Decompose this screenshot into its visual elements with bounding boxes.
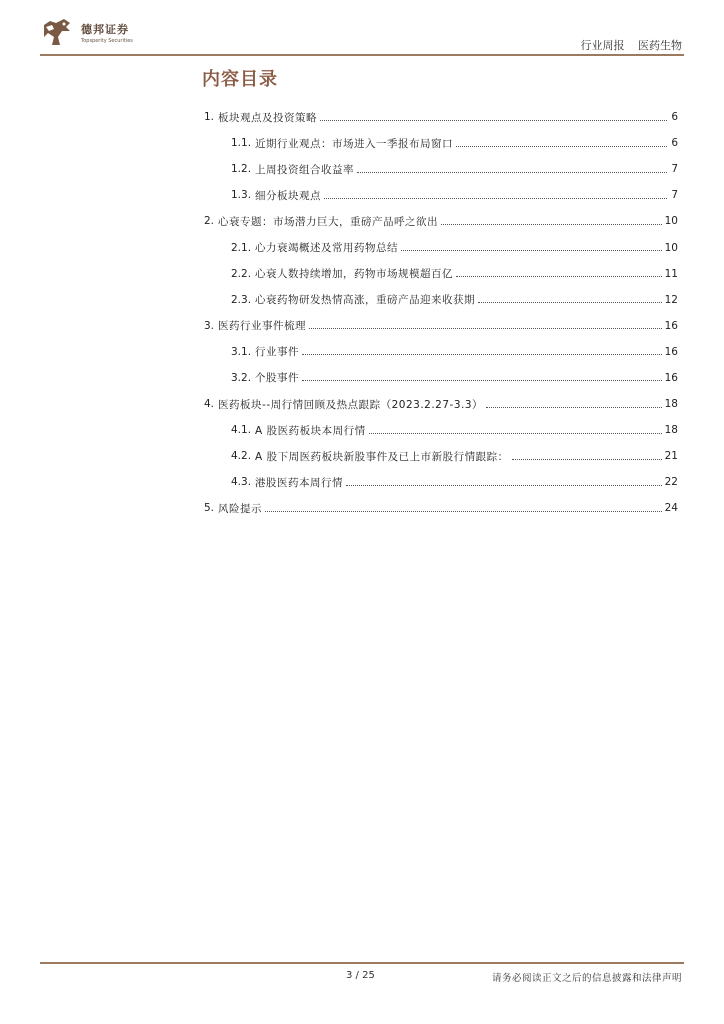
- toc-entry[interactable]: [204, 313, 678, 339]
- toc-dot-leader: [320, 120, 667, 121]
- toc-entry-title[interactable]: 上周投资组合收益率: [255, 163, 355, 176]
- toc-entry-number: 3.2.: [231, 371, 252, 384]
- toc-entry[interactable]: [204, 104, 678, 130]
- toc-entry-page[interactable]: 12: [664, 293, 678, 306]
- toc-dot-leader: [369, 433, 662, 434]
- toc-entry[interactable]: [204, 182, 678, 208]
- toc-entry[interactable]: [204, 495, 678, 521]
- toc-entry-title[interactable]: 心衰人数持续增加，药物市场规模超百亿: [255, 268, 454, 281]
- toc-dot-leader: [441, 224, 662, 225]
- toc-entry[interactable]: [204, 208, 678, 234]
- table-of-contents: [204, 104, 678, 522]
- toc-dot-leader: [478, 302, 662, 303]
- toc-dot-leader: [265, 511, 662, 512]
- toc-entry-title[interactable]: 近期行业观点：市场进入一季报布局窗口: [255, 137, 454, 150]
- toc-entry-number: 1.3.: [231, 189, 252, 202]
- toc-entry[interactable]: [204, 417, 678, 443]
- company-logo: [40, 15, 150, 51]
- toc-entry-page[interactable]: 10: [664, 241, 678, 254]
- logo-chinese-name: 德邦证券: [81, 23, 129, 36]
- toc-entry-number: 5.: [204, 502, 215, 515]
- toc-entry-number: 2.2.: [231, 267, 252, 280]
- toc-entry-page[interactable]: 10: [664, 215, 678, 228]
- toc-dot-leader: [324, 198, 667, 199]
- toc-entry[interactable]: [204, 130, 678, 156]
- toc-entry[interactable]: [204, 365, 678, 391]
- toc-entry[interactable]: [204, 287, 678, 313]
- toc-entry[interactable]: [204, 339, 678, 365]
- toc-dot-leader: [512, 459, 662, 460]
- toc-entry-title[interactable]: 风险提示: [218, 502, 263, 515]
- toc-dot-leader: [486, 407, 662, 408]
- toc-title: 内容目录: [202, 69, 278, 90]
- toc-entry-title[interactable]: 医药行业事件梳理: [218, 320, 307, 333]
- toc-entry-title[interactable]: 心力衰竭概述及常用药物总结: [255, 242, 399, 255]
- toc-entry-number: 4.1.: [231, 424, 252, 437]
- toc-entry-page[interactable]: 6: [671, 137, 678, 150]
- toc-entry-title[interactable]: 个股事件: [255, 372, 300, 385]
- toc-entry-title[interactable]: 行业事件: [255, 346, 300, 359]
- toc-entry-title[interactable]: 心衰药物研发热情高涨，重磅产品迎来收获期: [255, 294, 476, 307]
- toc-entry[interactable]: [204, 443, 678, 469]
- toc-dot-leader: [309, 328, 662, 329]
- toc-dot-leader: [302, 354, 662, 355]
- toc-entry-title[interactable]: 港股医药本周行情: [255, 476, 344, 489]
- toc-entry-number: 2.: [204, 215, 215, 228]
- disclaimer-note: 请务必阅读正文之后的信息披露和法律声明: [491, 973, 682, 984]
- toc-entry-number: 1.1.: [231, 137, 252, 150]
- toc-entry[interactable]: [204, 234, 678, 260]
- toc-entry[interactable]: [204, 469, 678, 495]
- toc-dot-leader: [456, 146, 667, 147]
- toc-entry-title[interactable]: A 股医药板块本周行情: [255, 424, 366, 437]
- dragon-logo-icon: [40, 15, 74, 49]
- toc-entry-title[interactable]: A 股下周医药板块新股事件及已上市新股行情跟踪：: [255, 450, 509, 463]
- toc-entry[interactable]: [204, 156, 678, 182]
- toc-dot-leader: [401, 250, 662, 251]
- toc-entry-page[interactable]: 16: [664, 345, 678, 358]
- toc-dot-leader: [302, 380, 662, 381]
- toc-entry-page[interactable]: 7: [671, 163, 678, 176]
- toc-entry-title[interactable]: 医药板块--周行情回顾及热点跟踪（2023.2.27-3.3）: [218, 398, 484, 411]
- header-labels: [571, 37, 683, 53]
- toc-entry-number: 4.2.: [231, 450, 252, 463]
- toc-entry-title[interactable]: 板块观点及投资策略: [218, 111, 318, 124]
- footer-divider: [40, 962, 684, 964]
- toc-entry-number: 4.: [204, 398, 215, 411]
- toc-entry[interactable]: [204, 261, 678, 287]
- toc-entry-number: 3.: [204, 319, 215, 332]
- toc-entry-page[interactable]: 11: [664, 267, 678, 280]
- toc-entry-page[interactable]: 16: [664, 371, 678, 384]
- toc-dot-leader: [357, 172, 667, 173]
- sector-name: 医药生物: [638, 39, 682, 52]
- report-type: 行业周报: [580, 39, 625, 52]
- logo-english-name: Topsperity Securities: [81, 38, 133, 44]
- toc-entry-page[interactable]: 16: [664, 319, 678, 332]
- header-divider: [40, 54, 684, 56]
- toc-entry-number: 4.3.: [231, 476, 252, 489]
- toc-dot-leader: [346, 485, 662, 486]
- toc-entry-number: 1.: [204, 111, 215, 124]
- toc-entry-title[interactable]: 细分板块观点: [255, 189, 322, 202]
- toc-entry-page[interactable]: 6: [671, 111, 678, 124]
- toc-entry-page[interactable]: 18: [664, 424, 678, 437]
- toc-entry[interactable]: [204, 391, 678, 417]
- toc-entry-page[interactable]: 7: [671, 189, 678, 202]
- toc-entry-page[interactable]: 21: [664, 450, 678, 463]
- toc-dot-leader: [456, 276, 662, 277]
- toc-entry-page[interactable]: 24: [664, 502, 678, 515]
- toc-entry-number: 1.2.: [231, 163, 252, 176]
- toc-entry-title[interactable]: 心衰专题：市场潜力巨大，重磅产品呼之欲出: [218, 215, 439, 228]
- toc-entry-number: 3.1.: [231, 345, 252, 358]
- toc-entry-page[interactable]: 18: [664, 398, 678, 411]
- page-indicator: 3 / 25: [346, 970, 375, 981]
- toc-entry-number: 2.1.: [231, 241, 252, 254]
- toc-entry-page[interactable]: 22: [664, 476, 678, 489]
- toc-entry-number: 2.3.: [231, 293, 252, 306]
